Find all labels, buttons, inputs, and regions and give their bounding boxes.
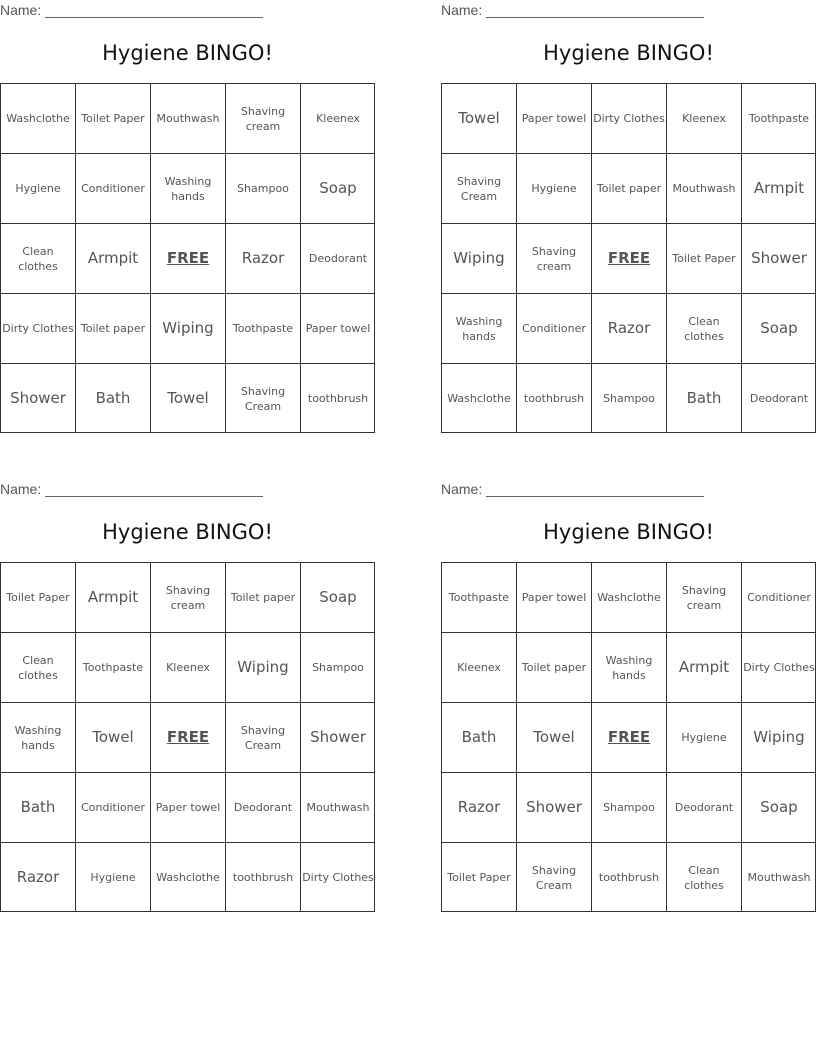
bingo-cell[interactable]: Bath: [441, 702, 516, 772]
card-title: Hygiene BINGO!: [543, 520, 714, 544]
bingo-cell[interactable]: Conditioner: [516, 293, 591, 363]
bingo-cell[interactable]: Armpit: [75, 223, 150, 293]
bingo-cell[interactable]: Shaving cream: [150, 562, 225, 632]
bingo-cell[interactable]: toothbrush: [591, 842, 666, 912]
bingo-cell[interactable]: Towel: [75, 702, 150, 772]
bingo-cell[interactable]: Washing hands: [591, 632, 666, 702]
bingo-cell[interactable]: Hygiene: [0, 153, 75, 223]
bingo-cell[interactable]: Wiping: [225, 632, 300, 702]
bingo-cell[interactable]: Paper towel: [516, 83, 591, 153]
name-label: Name:: [441, 2, 483, 18]
bingo-cell[interactable]: Armpit: [666, 632, 741, 702]
bingo-cell[interactable]: Dirty Clothes: [300, 842, 375, 912]
bingo-cell[interactable]: Conditioner: [75, 772, 150, 842]
name-blank-line[interactable]: [45, 496, 263, 497]
bingo-cell[interactable]: Razor: [591, 293, 666, 363]
bingo-cell[interactable]: Deodorant: [741, 363, 816, 433]
name-field[interactable]: [441, 481, 704, 497]
bingo-cell[interactable]: Toilet paper: [75, 293, 150, 363]
bingo-cell[interactable]: Shaving Cream: [441, 153, 516, 223]
bingo-cell[interactable]: Clean clothes: [666, 293, 741, 363]
bingo-cell[interactable]: Washclothe: [0, 83, 75, 153]
bingo-cell[interactable]: Armpit: [741, 153, 816, 223]
bingo-cell[interactable]: Washclothe: [441, 363, 516, 433]
bingo-cell[interactable]: Towel: [441, 83, 516, 153]
bingo-cell[interactable]: Washing hands: [441, 293, 516, 363]
bingo-cell[interactable]: Paper towel: [300, 293, 375, 363]
bingo-cell[interactable]: Washing hands: [0, 702, 75, 772]
bingo-cell[interactable]: Clean clothes: [666, 842, 741, 912]
bingo-cell[interactable]: Washclothe: [150, 842, 225, 912]
bingo-cell[interactable]: Mouthwash: [666, 153, 741, 223]
bingo-cell[interactable]: Soap: [741, 293, 816, 363]
free-space[interactable]: FREE: [591, 702, 666, 772]
bingo-cell[interactable]: Soap: [300, 562, 375, 632]
bingo-cell[interactable]: Shampoo: [300, 632, 375, 702]
bingo-cell[interactable]: Bath: [666, 363, 741, 433]
bingo-cell[interactable]: Toilet Paper: [0, 562, 75, 632]
name-label: Name:: [441, 481, 483, 497]
bingo-cell[interactable]: Deodorant: [666, 772, 741, 842]
bingo-cell[interactable]: Toilet paper: [225, 562, 300, 632]
bingo-cell[interactable]: Razor: [225, 223, 300, 293]
bingo-cell[interactable]: Toilet Paper: [441, 842, 516, 912]
bingo-cell[interactable]: Dirty Clothes: [591, 83, 666, 153]
bingo-cell[interactable]: Shower: [0, 363, 75, 433]
bingo-cell[interactable]: Razor: [441, 772, 516, 842]
bingo-cell[interactable]: Toothpaste: [741, 83, 816, 153]
bingo-cell[interactable]: Wiping: [741, 702, 816, 772]
bingo-cell[interactable]: Wiping: [441, 223, 516, 293]
bingo-cell[interactable]: Shampoo: [591, 363, 666, 433]
bingo-cell[interactable]: toothbrush: [300, 363, 375, 433]
card-title: Hygiene BINGO!: [102, 41, 273, 65]
bingo-cell[interactable]: Dirty Clothes: [741, 632, 816, 702]
bingo-cell[interactable]: Deodorant: [300, 223, 375, 293]
name-blank-line[interactable]: [486, 17, 704, 18]
bingo-cell[interactable]: Deodorant: [225, 772, 300, 842]
bingo-cell[interactable]: Shaving Cream: [225, 363, 300, 433]
bingo-cell[interactable]: Shampoo: [591, 772, 666, 842]
bingo-cell[interactable]: Mouthwash: [150, 83, 225, 153]
bingo-cell[interactable]: toothbrush: [516, 363, 591, 433]
bingo-cell[interactable]: Mouthwash: [741, 842, 816, 912]
name-field[interactable]: [0, 481, 263, 497]
name-field[interactable]: [441, 2, 704, 18]
bingo-grid: [0, 562, 375, 912]
bingo-cell[interactable]: Conditioner: [75, 153, 150, 223]
bingo-cell[interactable]: Shaving cream: [666, 562, 741, 632]
name-blank-line[interactable]: [486, 496, 704, 497]
bingo-cell[interactable]: Shampoo: [225, 153, 300, 223]
bingo-cell[interactable]: Toilet Paper: [75, 83, 150, 153]
bingo-cell[interactable]: Shaving Cream: [516, 842, 591, 912]
bingo-cell[interactable]: Toilet Paper: [666, 223, 741, 293]
bingo-cell[interactable]: Soap: [300, 153, 375, 223]
name-label: Name:: [0, 2, 42, 18]
bingo-cell[interactable]: Toilet paper: [591, 153, 666, 223]
name-field[interactable]: [0, 2, 263, 18]
bingo-cell[interactable]: Toothpaste: [441, 562, 516, 632]
bingo-cell[interactable]: Kleenex: [300, 83, 375, 153]
bingo-cell[interactable]: Toilet paper: [516, 632, 591, 702]
bingo-cell[interactable]: Shaving cream: [516, 223, 591, 293]
bingo-cell[interactable]: Kleenex: [666, 83, 741, 153]
bingo-cell[interactable]: Clean clothes: [0, 632, 75, 702]
bingo-cell[interactable]: Shaving Cream: [225, 702, 300, 772]
bingo-cell[interactable]: Razor: [0, 842, 75, 912]
bingo-cell[interactable]: Bath: [0, 772, 75, 842]
bingo-cell[interactable]: Hygiene: [75, 842, 150, 912]
bingo-cell[interactable]: toothbrush: [225, 842, 300, 912]
bingo-grid: [441, 83, 816, 433]
bingo-cell[interactable]: Kleenex: [150, 632, 225, 702]
bingo-grid: [441, 562, 816, 912]
bingo-cell[interactable]: Shower: [300, 702, 375, 772]
card-title: Hygiene BINGO!: [543, 41, 714, 65]
bingo-cell[interactable]: Shaving cream: [225, 83, 300, 153]
free-space[interactable]: FREE: [150, 223, 225, 293]
bingo-cell[interactable]: Dirty Clothes: [0, 293, 75, 363]
bingo-cell[interactable]: Towel: [150, 363, 225, 433]
bingo-cell[interactable]: Armpit: [75, 562, 150, 632]
bingo-cell[interactable]: Paper towel: [150, 772, 225, 842]
bingo-grid: [0, 83, 375, 433]
bingo-cell[interactable]: Hygiene: [666, 702, 741, 772]
bingo-cell[interactable]: Bath: [75, 363, 150, 433]
bingo-cell[interactable]: Toothpaste: [225, 293, 300, 363]
bingo-cell[interactable]: Paper towel: [516, 562, 591, 632]
bingo-cell[interactable]: Towel: [516, 702, 591, 772]
bingo-cell[interactable]: Hygiene: [516, 153, 591, 223]
bingo-cell[interactable]: Washclothe: [591, 562, 666, 632]
free-space[interactable]: FREE: [150, 702, 225, 772]
card-title: Hygiene BINGO!: [102, 520, 273, 544]
bingo-cell[interactable]: Shower: [741, 223, 816, 293]
bingo-cell[interactable]: Clean clothes: [0, 223, 75, 293]
bingo-cell[interactable]: Soap: [741, 772, 816, 842]
bingo-cell[interactable]: Washing hands: [150, 153, 225, 223]
name-blank-line[interactable]: [45, 17, 263, 18]
bingo-cell[interactable]: Toothpaste: [75, 632, 150, 702]
bingo-cell[interactable]: Shower: [516, 772, 591, 842]
free-space[interactable]: FREE: [591, 223, 666, 293]
name-label: Name:: [0, 481, 42, 497]
bingo-cell[interactable]: Kleenex: [441, 632, 516, 702]
bingo-cell[interactable]: Wiping: [150, 293, 225, 363]
bingo-cell[interactable]: Mouthwash: [300, 772, 375, 842]
bingo-cell[interactable]: Conditioner: [741, 562, 816, 632]
